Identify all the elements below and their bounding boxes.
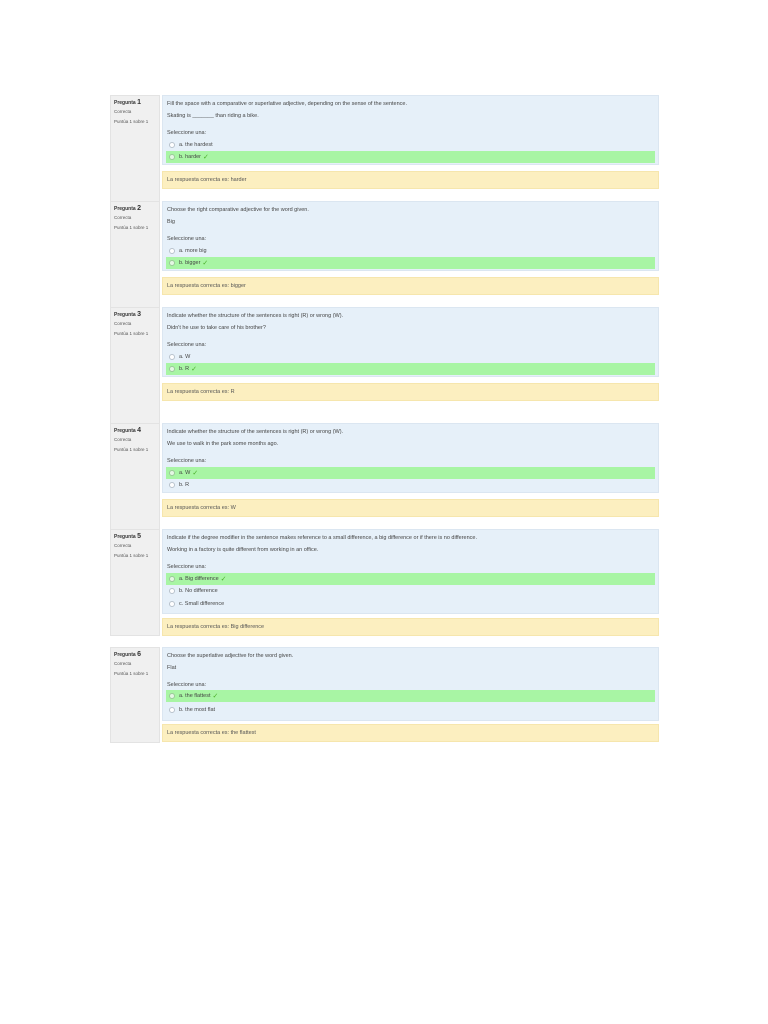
question-grade: Puntúa 1 sobre 1 — [114, 331, 149, 336]
question-info — [110, 201, 160, 322]
question-info — [110, 647, 160, 743]
radio-icon[interactable] — [169, 576, 175, 582]
question-state: Correcta — [114, 109, 132, 114]
question-state: Correcta — [114, 321, 132, 326]
question-formulation — [162, 529, 659, 614]
question-info — [110, 307, 160, 428]
radio-icon[interactable] — [169, 354, 175, 360]
right-answer-feedback: La respuesta correcta es: R — [162, 383, 659, 401]
question-state: Correcta — [114, 437, 132, 442]
option-label: b. the most flat — [179, 707, 216, 713]
question-stem: We use to walk in the park some months ago. — [167, 441, 279, 447]
answer-option[interactable] — [166, 245, 655, 257]
radio-icon[interactable] — [169, 366, 175, 372]
answer-prompt: Seleccione una: — [167, 682, 207, 688]
question-number: Pregunta 4 — [114, 427, 141, 434]
question-text: Choose the right comparative adjective for the word given. — [167, 207, 309, 213]
option-label: a. W — [179, 470, 191, 476]
radio-icon[interactable] — [169, 260, 175, 266]
answer-option-correct[interactable] — [166, 467, 655, 479]
question-text: Indicate whether the structure of the sentences is right (R) or wrong (W). — [167, 429, 344, 435]
question-formulation — [162, 95, 659, 165]
answer-option[interactable] — [166, 585, 655, 597]
option-label: b. bigger — [179, 260, 201, 266]
radio-icon[interactable] — [169, 482, 175, 488]
question-formulation — [162, 201, 659, 271]
checkmark-icon: ✓ — [191, 365, 197, 373]
answer-prompt: Seleccione una: — [167, 342, 207, 348]
question-grade: Puntúa 1 sobre 1 — [114, 671, 149, 676]
answer-option-correct[interactable] — [166, 690, 655, 702]
question-number: Pregunta 2 — [114, 205, 141, 212]
question-stem: Flat — [167, 665, 177, 671]
answer-option-correct[interactable] — [166, 257, 655, 269]
answer-option[interactable] — [166, 704, 655, 716]
question-stem: Skating is _______ than riding a bike. — [167, 113, 259, 119]
radio-icon[interactable] — [169, 154, 175, 160]
question-number: Pregunta 1 — [114, 99, 141, 106]
radio-icon[interactable] — [169, 601, 175, 607]
question-stem: Working in a factory is quite different from working in an office. — [167, 547, 319, 553]
answer-option-correct[interactable] — [166, 363, 655, 375]
checkmark-icon: ✓ — [203, 153, 209, 161]
question-number: Pregunta 3 — [114, 311, 141, 318]
right-answer-feedback: La respuesta correcta es: W — [162, 499, 659, 517]
answer-option-correct[interactable] — [166, 573, 655, 585]
radio-icon[interactable] — [169, 707, 175, 713]
right-answer-feedback: La respuesta correcta es: Big difference — [162, 618, 659, 636]
option-label: b. No difference — [179, 588, 218, 594]
checkmark-icon: ✓ — [192, 469, 199, 477]
radio-icon[interactable] — [169, 588, 175, 594]
question-stem: Didn't he use to take care of his brother? — [167, 325, 266, 331]
checkmark-icon: ✓ — [202, 259, 209, 267]
question-state: Correcta — [114, 661, 132, 666]
question-number: Pregunta 5 — [114, 533, 141, 540]
question-text: Indicate if the degree modifier in the sentence makes reference to a small difference, a big difference or if there is no difference. — [167, 535, 478, 541]
answer-prompt: Seleccione una: — [167, 564, 207, 570]
answer-prompt: Seleccione una: — [167, 130, 207, 136]
option-label: a. more big — [179, 248, 207, 254]
question-stem: Big — [167, 219, 175, 225]
question-state: Correcta — [114, 215, 132, 220]
question-grade: Puntúa 1 sobre 1 — [114, 119, 149, 124]
checkmark-icon: ✓ — [220, 575, 227, 583]
answer-prompt: Seleccione una: — [167, 458, 207, 464]
right-answer-feedback: La respuesta correcta es: the flattest — [162, 724, 659, 742]
option-label: a. Big difference — [179, 576, 219, 582]
question-info — [110, 529, 160, 636]
question-text: Indicate whether the structure of the sentences is right (R) or wrong (W). — [167, 313, 344, 319]
answer-option[interactable] — [166, 479, 655, 491]
answer-prompt: Seleccione una: — [167, 236, 207, 242]
radio-icon[interactable] — [169, 142, 175, 148]
radio-icon[interactable] — [169, 248, 175, 254]
radio-icon[interactable] — [169, 470, 175, 476]
option-label: b. R — [179, 366, 190, 372]
question-grade: Puntúa 1 sobre 1 — [114, 553, 149, 558]
right-answer-feedback: La respuesta correcta es: bigger — [162, 277, 659, 295]
answer-option-correct[interactable] — [166, 151, 655, 163]
question-text: Fill the space with a comparative or superlative adjective, depending on the sense of the sentence. — [167, 101, 408, 107]
question-info — [110, 95, 160, 216]
question-text: Choose the superlative adjective for the word given. — [167, 653, 294, 659]
option-label: b. R — [179, 482, 190, 488]
question-grade: Puntúa 1 sobre 1 — [114, 447, 149, 452]
checkmark-icon: ✓ — [212, 692, 219, 700]
question-grade: Puntúa 1 sobre 1 — [114, 225, 149, 230]
question-formulation — [162, 307, 659, 377]
option-label: a. the hardest — [179, 142, 213, 148]
question-state: Correcta — [114, 543, 132, 548]
question-number: Pregunta 6 — [114, 651, 141, 658]
answer-option[interactable] — [166, 598, 655, 610]
right-answer-feedback: La respuesta correcta es: harder — [162, 171, 659, 189]
answer-option[interactable] — [166, 351, 655, 363]
option-label: c. Small difference — [179, 601, 225, 607]
option-label: a. the flattest — [179, 693, 211, 699]
answer-option[interactable] — [166, 139, 655, 151]
radio-icon[interactable] — [169, 693, 175, 699]
question-formulation — [162, 647, 659, 721]
option-label: b. harder — [179, 154, 202, 160]
option-label: a. W — [179, 354, 191, 360]
question-info — [110, 423, 160, 544]
question-formulation — [162, 423, 659, 493]
